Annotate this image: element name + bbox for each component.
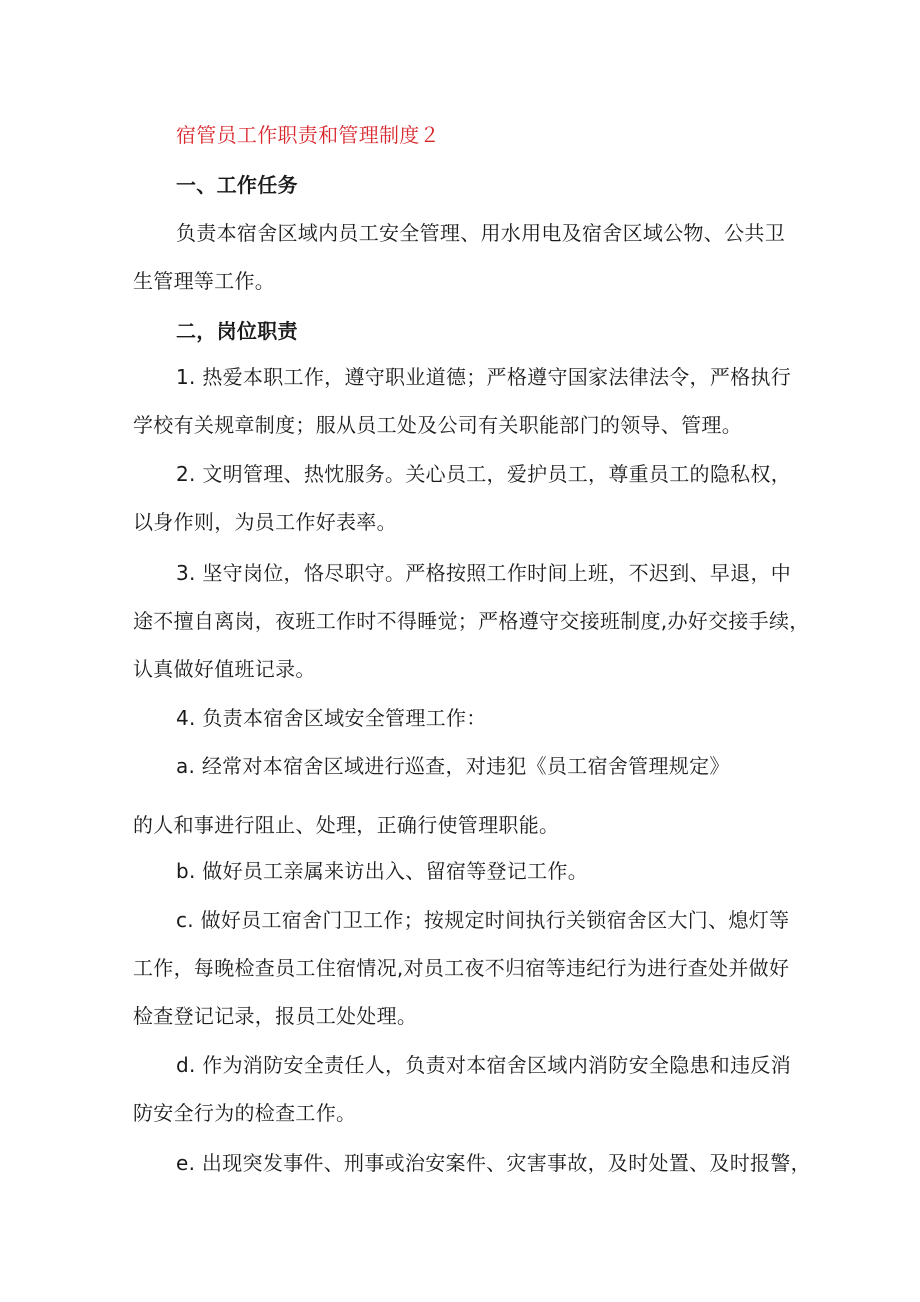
list-item-3-line: 途不擅自离岗，夜班工作时不得睡觉；严格遵守交接班制度,办好交接手续， — [133, 609, 810, 633]
document-title: 宿管员工作职责和管理制度２ — [176, 123, 440, 147]
sub-item-e-line: e. 出现突发事件、刑事或治安案件、灾害事故，及时处置、及时报警， — [176, 1151, 811, 1175]
section-heading-work-tasks: 一、工作任务 — [176, 173, 298, 197]
list-item-1-line: 1. 热爱本职工作，遵守职业道德；严格遵守国家法律法令，严格执行 — [176, 365, 792, 389]
list-item-3-line: 认真做好值班记录。 — [133, 657, 316, 681]
list-item-2-line: 以身作则，为员工作好表率。 — [133, 510, 397, 534]
sub-item-d-line: d. 作为消防安全责任人，负责对本宿舍区域内消防安全隐患和违反消 — [176, 1053, 792, 1077]
paragraph-line: 负责本宿舍区域内员工安全管理、用水用电及宿舍区域公物、公共卫 — [176, 221, 785, 245]
sub-item-a-line: a. 经常对本宿舍区域进行巡查，对违犯《员工宿舍管理规定》 — [176, 754, 730, 778]
sub-item-c-line: 检查登记记录，报员工处处理。 — [133, 1004, 418, 1028]
list-item-1-line: 学校有关规章制度；服从员工处及公司有关职能部门的领导、管理。 — [133, 413, 742, 437]
list-item-2-line: 2. 文明管理、热忱服务。关心员工，爱护员工，尊重员工的隐私权， — [176, 462, 792, 486]
section-heading-job-duties: 二，岗位职责 — [176, 319, 298, 343]
list-item-3-line: 3. 坚守岗位，恪尽职守。严格按照工作时间上班，不迟到、早退，中 — [176, 561, 792, 585]
sub-item-a-line: 的人和事进行阻止、处理，正确行使管理职能。 — [133, 813, 560, 837]
list-item-4-line: 4. 负责本宿舍区域安全管理工作： — [176, 706, 487, 730]
sub-item-c-line: c. 做好员工宿舍门卫工作；按规定时间执行关锁宿舍区大门、熄灯等 — [176, 908, 790, 932]
sub-item-d-line: 防安全行为的检查工作。 — [133, 1101, 357, 1125]
paragraph-line: 生管理等工作。 — [133, 269, 276, 293]
sub-item-b-line: b. 做好员工亲属来访出入、留宿等登记工作。 — [176, 859, 589, 883]
sub-item-c-line: 工作，每晚检查员工住宿情况,对员工夜不归宿等违纪行为进行查处并做好 — [133, 956, 790, 980]
